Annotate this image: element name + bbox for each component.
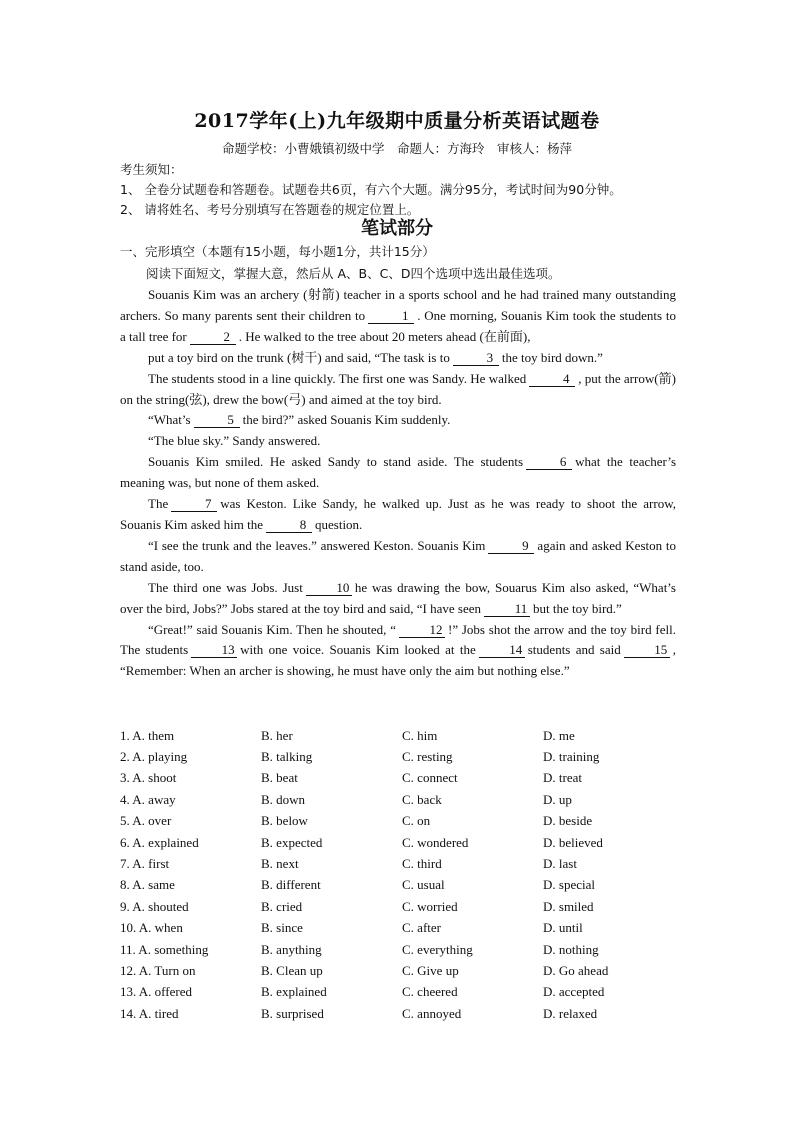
author-line: 命题学校：小曹娥镇初级中学 命题人：方海玲 审核人：杨萍 [221,141,572,156]
option-row [120,918,700,939]
option-choice: C. annoyed [402,1005,462,1021]
option-choice: C. resting [402,749,453,765]
note-item: 1、 全卷分试题卷和答题卷。试题卷共6页，有六个大题。满分95分，考试时间为90分钟。 [120,182,622,197]
option-choice: C. him [402,727,438,743]
option-choice: B. beat [261,770,298,786]
option-choice: B. her [261,727,293,743]
option-choice: C. connect [402,770,458,786]
option-choice: D. training [543,749,600,765]
option-choice: D. believed [543,834,603,850]
passage-paragraph: The third one was Jobs. Just 10 he was drawing the bow, Souarus Kim also asked, “What’s over the bird, Jobs?” Jobs stared at the toy bird and said, “I have seen 11 but the toy bird.” [120,579,676,616]
blank-14: 14 [479,643,525,658]
option-choice: 8. A. same [120,877,175,893]
option-choice: 10. A. when [120,920,183,936]
option-choice: C. usual [402,877,445,893]
option-choice: C. after [402,920,441,936]
option-row [120,725,700,746]
option-choice: C. third [402,856,442,872]
blank-11: 11 [484,602,530,617]
passage-paragraph: The students stood in a line quickly. The first one was Sandy. He walked 4 , put the arrow(箭) on the string(弦), drew the bow(弓) and aimed at the toy bird. [120,370,676,407]
blank-6: 6 [526,455,572,470]
blank-12: 12 [399,623,445,638]
passage-paragraph: put a toy bird on the trunk (树干) and said, “The task is to 3 the toy bird down.” [148,349,603,365]
option-choice: B. next [261,856,299,872]
blank-1: 1 [368,309,414,324]
passage-paragraph: “The blue sky.” Sandy answered. [148,433,321,449]
cloze-passage [120,285,676,682]
option-choice: C. wondered [402,834,469,850]
option-choice: 2. A. playing [120,749,188,765]
passage-paragraph: Souanis Kim was an archery (射箭) teacher in a sports school and he had trained many outstanding archers. So many parents sent their children to 1 . One morning, Souanis Kim took the students to a tall tree for 2 . He walked to the tree about 20 meters ahead (在前面), [120,287,676,344]
blank-8: 8 [266,518,312,533]
notes-label: 考生须知： [120,162,183,177]
option-row [120,982,700,1003]
option-choice: D. me [543,727,575,743]
option-row [120,789,700,810]
option-choice: B. explained [261,984,327,1000]
option-choice: D. accepted [543,984,605,1000]
option-choice: D. relaxed [543,1005,598,1021]
option-row [120,811,700,832]
option-choice: C. Give up [402,962,459,978]
blank-4: 4 [529,372,575,387]
blank-10: 10 [306,581,352,596]
passage-paragraph: “What’s 5 the bird?” asked Souanis Kim suddenly. [148,412,451,428]
option-choice: D. nothing [543,941,599,957]
blank-15: 15 [624,643,670,658]
option-choice: C. everything [402,941,473,957]
option-choice: D. until [543,920,583,936]
option-choice: C. on [402,813,431,829]
option-choice: 9. A. shouted [120,898,189,914]
option-choice: 12. A. Turn on [120,962,196,978]
passage-paragraph: The 7 was Keston. Like Sandy, he walked up. Just as he was ready to shoot the arrow, Souanis Kim asked him the 8 question. [120,496,676,532]
option-choice: B. anything [261,941,322,957]
option-choice: B. surprised [261,1005,324,1021]
option-choice: 14. A. tired [120,1005,179,1021]
option-choice: 5. A. over [120,813,172,829]
passage-paragraph: “Great!” said Souanis Kim. Then he shouted, “ 12 !” Jobs shot the arrow and the toy bird fell. The students 13 with one voice. Souanis Kim looked at the 14 students and said 15 , “Remember: When an archer is showing, he must have only the aim but nothing else.” [120,621,676,679]
option-choice: 3. A. shoot [120,770,177,786]
option-choice: D. last [543,856,577,872]
option-choice: C. cheered [402,984,458,1000]
passage-paragraph: Souanis Kim smiled. He asked Sandy to stand aside. The students 6 what the teacher’s meaning was, but none of them asked. [120,454,677,491]
blank-9: 9 [488,539,534,554]
option-choice: D. special [543,877,595,893]
passage-paragraph: “I see the trunk and the leaves.” answered Keston. Souanis Kim 9 again and asked Keston to stand aside, too. [120,537,676,574]
section-title: 笔试部分 [361,218,433,239]
option-choice: D. smiled [543,898,594,914]
option-choice: B. cried [261,898,303,914]
option-choice: B. below [261,813,308,829]
option-choice: 11. A. something [120,941,209,957]
option-row [120,746,700,767]
option-row [120,832,700,853]
blank-3: 3 [453,351,499,366]
option-choice: D. up [543,791,572,807]
option-choice: 7. A. first [120,856,170,872]
option-choice: B. down [261,791,306,807]
option-choice: 13. A. offered [120,984,192,1000]
option-choice: C. back [402,791,442,807]
option-choice: D. treat [543,770,582,786]
option-choice: 6. A. explained [120,834,199,850]
blank-2: 2 [190,330,236,345]
option-choice: B. different [261,877,321,893]
option-choice: B. talking [261,749,313,765]
option-choice: 1. A. them [120,727,175,743]
option-choice: D. Go ahead [543,962,609,978]
option-row [120,768,700,789]
option-row [120,875,700,896]
part-heading: 一、完形填空（本题有15小题，每小题1分，共计15分） [120,244,435,259]
option-row [120,1003,700,1024]
option-choice: B. since [261,920,303,936]
blank-5: 5 [194,413,240,428]
option-choice: C. worried [402,898,458,914]
blank-7: 7 [171,497,217,512]
note-item: 2、 请将姓名、考号分别填写在答题卷的规定位置上。 [120,202,420,217]
option-row [120,939,700,960]
option-row [120,896,700,917]
option-choice: D. beside [543,813,593,829]
option-choice: B. expected [261,834,323,850]
answer-options [120,725,700,1024]
option-row [120,853,700,874]
part-instruction: 阅读下面短文，掌握大意，然后从 A、B、C、D四个选项中选出最佳选项。 [146,266,561,281]
page-title: 2017学年(上)九年级期中质量分析英语试题卷 [194,110,600,132]
option-row [120,960,700,981]
blank-13: 13 [191,643,237,658]
option-choice: 4. A. away [120,791,176,807]
option-choice: B. Clean up [261,962,323,978]
exam-notes [120,160,690,220]
